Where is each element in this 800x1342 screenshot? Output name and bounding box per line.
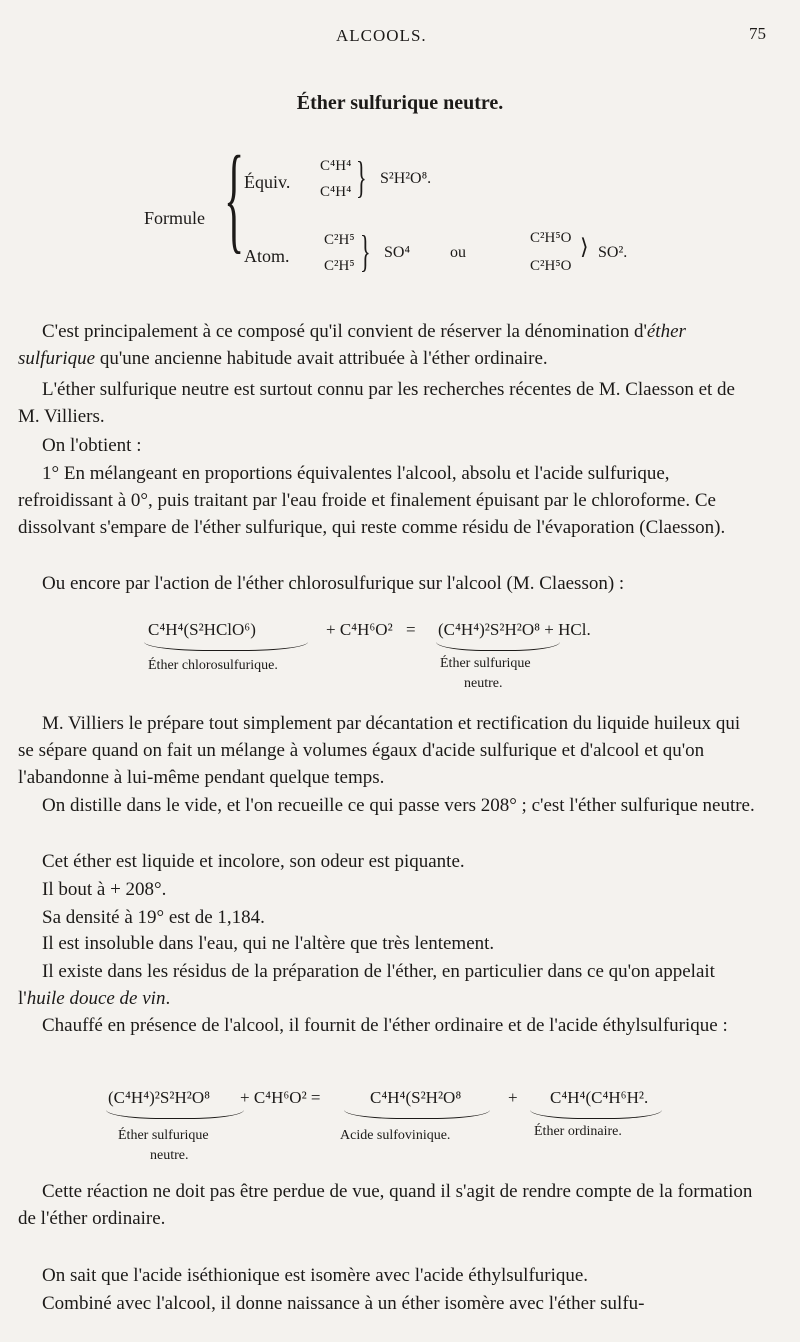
eq1-caption-left: Éther chlorosulfurique. — [148, 658, 278, 673]
paragraph-7: On distille dans le vide, et l'on recueille ce qui passe vers 208° ; c'est l'éther sulfurique neutre. — [42, 795, 755, 816]
paragraph-8: Cet éther est liquide et incolore, son odeur est piquante. — [42, 851, 465, 872]
p1-text-a: C'est principalement à ce composé qu'il convient de réserver la dénomination d' — [42, 321, 647, 342]
paragraph-9: Il bout à + 208°. — [42, 879, 167, 900]
paragraph-2: L'éther sulfurique neutre est surtout connu par les recherches récentes de M. Claesson et de M. Villiers. — [18, 379, 735, 427]
eq2-term-3: C⁴H⁴(S²H²O⁸ — [370, 1088, 462, 1107]
eq2-underbrace-3 — [530, 1110, 662, 1119]
eq1-underbrace-right — [436, 642, 560, 651]
formula-block — [144, 131, 664, 290]
eq2-term-5: C⁴H⁴(C⁴H⁶H². — [550, 1088, 649, 1107]
p1-emphasis: éther sulfurique — [18, 321, 686, 369]
paragraph-11: Il est insoluble dans l'eau, qui ne l'altère que très lentement. — [42, 933, 495, 954]
eq2-caption-3: Éther ordinaire. — [534, 1124, 622, 1139]
running-head: ALCOOLS. — [336, 26, 427, 45]
eq2-term-2: + C⁴H⁶O² = — [240, 1088, 321, 1107]
page-header — [0, 26, 800, 50]
atom-label: Atom. — [244, 246, 290, 266]
equiv-brace: } — [356, 153, 367, 202]
paragraph-5: Ou encore par l'action de l'éther chlorosulfurique sur l'alcool (M. Claesson) : — [42, 573, 625, 594]
eq1-rhs: (C⁴H⁴)²S²H²O⁸ + HCl. — [438, 620, 591, 639]
formula-label: Formule — [144, 208, 205, 228]
p1-text-b: qu'une ancienne habitude avait attribuée à l'éther ordinaire. — [95, 348, 548, 369]
eq2-term-1: (C⁴H⁴)²S²H²O⁸ — [108, 1088, 211, 1107]
angle-bracket: ⟩ — [580, 234, 589, 259]
page-number: 75 — [749, 24, 766, 43]
p12-text-b: . — [165, 988, 171, 1009]
paragraph-14: Cette réaction ne doit pas être perdue de vue, quand il s'agit de rendre compte de la formation de l'éther ordinaire. — [18, 1181, 753, 1229]
paragraph-13: Chauffé en présence de l'alcool, il fournit de l'éther ordinaire et de l'acide éthylsulfurique : — [42, 1015, 728, 1036]
atom-brace: } — [360, 227, 371, 276]
paragraph-16: Combiné avec l'alcool, il donne naissance à un éther isomère avec l'éther sulfu- — [42, 1293, 645, 1314]
eq2-underbrace-1 — [106, 1110, 244, 1119]
atom-bottom: C²H⁵ — [324, 258, 355, 274]
paragraph-12 — [18, 958, 758, 1012]
paragraph-1 — [18, 318, 758, 372]
alt-so: SO². — [598, 244, 628, 261]
eq1-underbrace-left — [144, 642, 308, 651]
paragraph-10: Sa densité à 19° est de 1,184. — [42, 907, 265, 928]
eq1-plus: + C⁴H⁶O² — [326, 620, 393, 639]
alt-top: C²H⁵O — [530, 230, 572, 246]
equiv-top: C⁴H⁴ — [320, 158, 352, 174]
paragraph-15: On sait que l'acide iséthionique est isomère avec l'acide éthylsulfurique. — [42, 1265, 589, 1286]
equiv-bottom: C⁴H⁴ — [320, 184, 352, 200]
eq1-lhs: C⁴H⁴(S²HClO⁶) — [148, 620, 256, 639]
section-title: Éther sulfurique neutre. — [296, 92, 504, 114]
equiv-label: Équiv. — [244, 172, 291, 192]
alt-bottom: C²H⁵O — [530, 258, 572, 274]
eq1-caption-right-1: Éther sulfurique — [440, 656, 531, 671]
eq2-term-4: + — [508, 1088, 518, 1107]
eq2-underbrace-2 — [344, 1110, 490, 1119]
equiv-acid: S²H²O⁸. — [380, 170, 432, 187]
paragraph-6: M. Villiers le prépare tout simplement par décantation et rectification du liquide huileux qui se sépare quand on fait un mélange à volumes égaux d'acide sulfurique et d'alcool et qu'on l'abandonne à lui-même pendant quelque temps. — [18, 713, 741, 788]
left-brace: { — [224, 131, 245, 264]
atom-top: C²H⁵ — [324, 232, 355, 248]
paragraph-4: 1° En mélangeant en proportions équivalentes l'alcool, absolu et l'acide sulfurique, refroidissant à 0°, puis traitant par l'eau froide et finalement épuisant par le chloroforme. Ce dissolvant s'empare de l'éther sulfurique, qui reste comme résidu de l'évaporation (Claesson). — [18, 463, 726, 538]
paragraph-3: On l'obtient : — [42, 435, 142, 456]
atom-so: SO⁴ — [384, 244, 411, 261]
p12-text-a: Il existe dans les résidus de la préparation de l'éther, en particulier dans ce qu'on appelait l' — [18, 961, 715, 1009]
eq2-caption-1a: Éther sulfurique — [118, 1128, 209, 1143]
eq1-equals: = — [406, 620, 416, 639]
p12-emphasis: huile douce de vin — [26, 988, 166, 1009]
eq2-caption-2: Acide sulfovinique. — [340, 1128, 451, 1143]
ou-word: ou — [450, 244, 466, 261]
eq1-caption-right-2: neutre. — [464, 676, 503, 691]
eq2-caption-1b: neutre. — [150, 1148, 189, 1163]
